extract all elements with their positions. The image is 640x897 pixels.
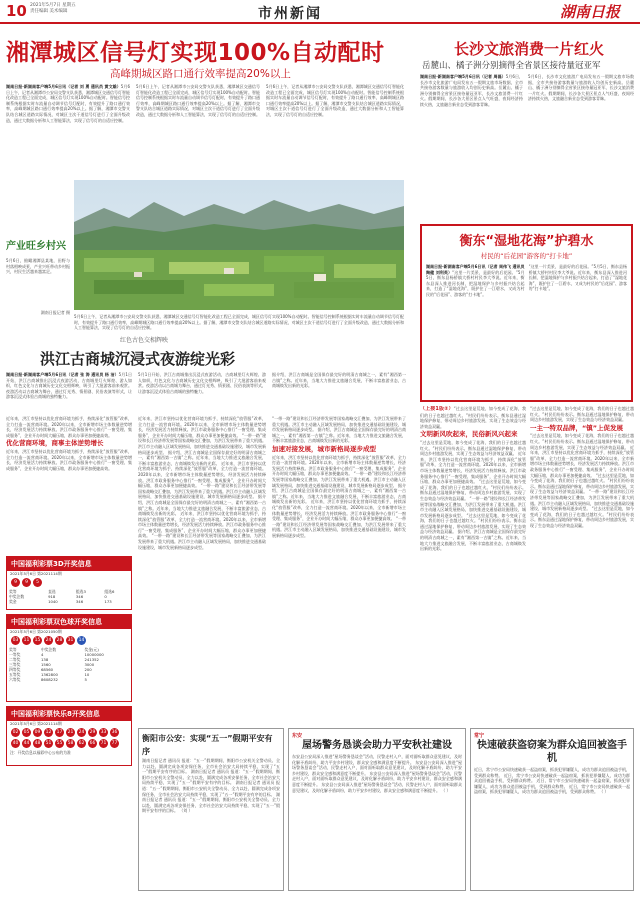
main-story-column-1: 湖南日报·新湖南客户端5月6日讯（记者 刘 勇 通讯员 黄文雄）5月6日上午，记者从湘潭市公安局交警支队获悉，湘潭城区交通信号灯智能化改造工程已全面完成，城区信号灯实现100%自动配时。智能信号控制系统根据实时车流量自动调节信号灯配时，有效提升了路口通行效率，高峰期城区路口通行效率提高20%以上。据了解，湘潭市交警支队结合城区道路实际情况，对城区主次干道信号灯进行了全面升级改造，通过大数据分析和人工智能算法，实现了信号灯的自适应控制。: [6, 84, 130, 123]
middle-column-2: “一带一路”建设和长江经济带发展等国家战略交汇叠加，为洪江发展带来了重大机遇。洪江市主动融入区域发展格局，加快推进交通基础设施建设，城市发展新格局逐步成型。 据介绍，洪江古商城是全国保存最完好的明清古商城之一，素有“湘西第一古镇”之称。近年来，当地大力推进文旅融合发展，不断丰富旅游业态，古商城焕发出新的光彩。 加速对接发展，城市新格局逐步成型 近年来，洪江市坚持以优化营商环境为抓手，持续深化“放管服”改革，全力打造一流营商环境。2020年以来，全市新增市场主体数量逆势增长，经济发展活力持续释放。洪江市政务服务中心推行“一窗受理、集成服务”，企业开办时间大幅压缩，群众办事更加便捷高效。 “一带一路”建设和长江经济带发展等国家战略交汇叠加，为洪江发展带来了重大机遇。洪江市主动融入区域发展格局，加快推进交通基础设施建设，城市发展新格局逐步成型。 据介绍，洪江古商城是全国保存最完好的明清古商城之一，素有“湘西第一古镇”之称。近年来，当地大力推进文旅融合发展，不断丰富旅游业态，古商城焕发出新的光彩。 近年来，洪江市坚持以优化营商环境为抓手，持续深化“放管服”改革，全力打造一流营商环境。2020年以来，全市新增市场主体数量逆势增长，经济发展活力持续释放。洪江市政务服务中心推行“一窗受理、集成服务”，企业开办时间大幅压缩，群众办事更加便捷高效。 “一带一路”建设和长江经济带发展等国家战略交汇叠加，为洪江发展带来了重大机遇。洪江市主动融入区域发展格局，加快推进交通基础设施建设，城市发展新格局逐步成型。: [272, 416, 406, 538]
lottery-ball: 66: [89, 741, 96, 746]
lottery-kl8-numbers: [7, 726, 131, 750]
changsha-headline: 长沙文旅消费一片红火: [454, 40, 605, 58]
lottery-ball: 71: [100, 741, 107, 746]
hengshui-column-2: “这里一片美景，是最好的后花园。”5月5日，衡东县杨桥镇大桥村村民李大爷说。近年来，衡东县深入推进河长制，把湿地保护与乡村振兴结合起来，打造了“湿地花海”，既护住了一江碧水，又成为村民的“后花园”、游客的“打卡地”。: [528, 264, 627, 292]
lottery-ball: 21: [67, 730, 74, 735]
lottery-ball-blue: 14: [78, 638, 85, 643]
lottery-ball: 5: [33, 578, 42, 587]
lottery-ball: 12: [45, 730, 52, 735]
table-cell: 一等奖: [9, 652, 21, 657]
issue-date: 2021年5月7日 星期五 责任编辑 美术编辑: [30, 3, 76, 14]
table-cell: 346: [75, 594, 84, 599]
changsha-column-1: 湖南日报·新湖南客户端5月6日讯（记者 周磊）5月6日，长沙市文化旅游广电局发布五一假期文旅市场数据，全市共接待游客数量与旅游收入均创历史新高。岳麓山、橘子洲分别摘得全省景区接待量冠亚军，长沙文旅消费一片红火。假期期间，长沙各大景区景点人气旺盛，夜间经济持续火热，文旅融合新业态受到游客青睐。: [420, 74, 523, 107]
table-cell: 1560: [40, 662, 51, 667]
lottery-3d-numbers: [7, 576, 131, 589]
main-subheadline: 高峰期城区路口通行效率提高20%以上: [110, 68, 291, 80]
lottery-kl8-box: 中国福利彩票快乐8开奖信息 2021年5月6日 第2021114期 02 05 09 12 17 21 24 29 33 36 40 44 48 51 55 58 62 66 71 77 注：开奖信息以福彩中心公布的为准: [6, 706, 132, 766]
night-tour-lead: 湖南日报·新湖南客户端5月6日讯（记者 张 涛 通讯员 杨 洁）5月1日开始，洪江古商城推出沉浸式夜游活动，古商城里灯火辉煌、游人如织，红色文化与古商城历史文化交相辉映，吸引了大批游客前来观赏。夜游活动以古商城为舞台，通过灯光秀、情景剧、民俗表演等形式，让游客沉浸式体验古商城的独特魅力。: [6, 372, 132, 400]
lottery-ball: 44: [23, 741, 30, 746]
page-number: 10: [6, 2, 27, 20]
lottery-ball: 51: [45, 741, 52, 746]
table-row: [7, 677, 131, 682]
hengshui-headline: 衡东“湿地花海”护碧水: [459, 234, 594, 249]
table-row: [7, 599, 131, 604]
bottom-story-changning: 常宁 快速破获盗窃案为群众追回被盗手机 近日，常宁市公安局快速破获一起盗窃案，抓获犯罪嫌疑人，成功为群众追回被盗手机，受到群众称赞。 近日，常宁市公安局快速破获一起盗窃案，抓获犯罪嫌疑人，成功为群众追回被盗手机，受到群众称赞。 近日，常宁市公安局快速破获一起盗窃案，抓获犯罪嫌疑人，成功为群众追回被盗手机，受到群众称赞。 近日，常宁市公安局快速破获一起盗窃案，抓获犯罪嫌疑人，成功为群众追回被盗手机，受到群众称赞。 （ ）: [470, 728, 634, 891]
table-cell: 3000: [84, 662, 95, 667]
table-cell: 奖金: [9, 599, 17, 604]
main-story-column-2: 5月6日上午，记者从湘潭市公安局交警支队获悉，湘潭城区交通信号灯智能化改造工程已全面完成，城区信号灯实现100%自动配时。智能信号控制系统根据实时车流量自动调节信号灯配时，有效提升了路口通行效率，高峰期城区路口通行效率提高20%以上。据了解，湘潭市交警支队结合城区道路实际情况，对城区主次干道信号灯进行了全面升级改造，通过大数据分析和人工智能算法，实现了信号灯的自适应控制。: [136, 84, 260, 117]
table-cell: 5: [84, 677, 87, 682]
table-cell: 918: [48, 594, 56, 599]
lottery-ball: 55: [56, 741, 63, 746]
hengshui-subheadline: 村民的“后花园”游客的“打卡地”: [480, 252, 573, 260]
lottery-3d-box: 中国福利彩票3D开奖信息 2021年5月6日 第2021114期 9 9 5 奖等 直选 组选3 组选6 中奖注数 918 346 0 奖金 1040 346 173: [6, 556, 132, 610]
night-tour-headline: 洪江古商城沉浸式夜游绽光彩: [40, 350, 236, 368]
hengshui-column-1: 湖南日报·新湖南客户端5月6日讯（记者 周伟飞 通讯员 陶健 刘利英）“这里一片美景，是最好的后花园。”5月5日，衡东县杨桥镇大桥村村民李大爷说。近年来，衡东县深入推进河长制，把湿地保护与乡村振兴结合起来，打造了“湿地花海”，既护住了一江碧水，又成为村民的“后花园”、游客的“打卡地”。: [426, 264, 525, 297]
lottery-ball: 03: [12, 638, 19, 643]
hengshui-featured-story: [420, 224, 633, 402]
lottery-ball: 17: [56, 730, 63, 735]
table-cell: 中奖注数: [40, 647, 57, 652]
table-cell: 中奖注数: [9, 594, 25, 599]
lottery-ball: 15: [34, 638, 41, 643]
lottery-ball: 62: [78, 741, 85, 746]
table-cell: 4: [40, 652, 44, 657]
night-tour-column-2: 5月1日开始，洪江古商城推出沉浸式夜游活动，古商城里灯火辉煌、游人如织，红色文化与古商城历史文化交相辉映，吸引了大批游客前来观赏。夜游活动以古商城为舞台，通过灯光秀、情景剧、民俗表演等形式，让游客沉浸式体验古商城的独特魅力。: [138, 372, 266, 394]
table-cell: 346: [75, 599, 84, 604]
table-cell: 三等奖: [9, 662, 21, 667]
lottery-ball: 9: [11, 578, 20, 587]
table-cell: 组选6: [104, 589, 115, 594]
lottery-ssq-prize-table: [7, 647, 131, 682]
section-title: 市州新闻: [258, 6, 322, 22]
left-column-text: 近年来，洪江市坚持以优化营商环境为抓手，持续深化“放管服”改革，全力打造一流营商环境。2020年以来，全市新增市场主体数量逆势增长，经济发展活力持续释放。洪江市政务服务中心推行“一窗受理、集成服务”，企业开办时间大幅压缩，群众办事更加便捷高效。 优化营商环境，商事主体逆势增长 近年来，洪江市坚持以优化营商环境为抓手，持续深化“放管服”改革，全力打造一流营商环境。2020年以来，全市新增市场主体数量逆势增长，经济发展活力持续释放。洪江市政务服务中心推行“一窗受理、集成服务”，企业开办时间大幅压缩，群众办事更加便捷高效。: [6, 416, 132, 471]
night-tour-column-3: 据介绍，洪江古商城是全国保存最完好的明清古商城之一，素有“湘西第一古镇”之称。近年来，当地大力推进文旅融合发展，不断丰富旅游业态，古商城焕发出新的光彩。: [272, 372, 406, 389]
changsha-column-2: 5月6日，长沙市文化旅游广电局发布五一假期文旅市场数据，全市共接待游客数量与旅游收入均创历史新高。岳麓山、橘子洲分别摘得全省景区接待量冠亚军，长沙文旅消费一片红火。假期期间，长沙各大景区景点人气旺盛，夜间经济持续火热，文旅融合新业态受到游客青睐。: [528, 74, 634, 102]
table-cell: 六等奖: [9, 677, 21, 682]
lottery-ball: 05: [23, 730, 30, 735]
lottery-ball: 11: [23, 638, 30, 643]
lottery-ball: 36: [111, 730, 118, 735]
table-cell: 1040: [48, 599, 58, 604]
lottery-ball: 77: [111, 741, 118, 746]
bottom-story-dongan: 东安 屋场警务恳谈会助力平安秋社建设 东安县公安局深入推进“屋场警务恳谈会”活动，民警走村入户，面对面听取群众意见建议，及时化解矛盾纠纷，助力平安乡村建设，群众安全感和满意度不断提升。 东安县公安局深入推进“屋场警务恳谈会”活动，民警走村入户，面对面听取群众意见建议，及时化解矛盾纠纷，助力平安乡村建设，群众安全感和满意度不断提升。 东安县公安局深入推进“屋场警务恳谈会”活动，民警走村入户，面对面听取群众意见建议，及时化解矛盾纠纷，助力平安乡村建设，群众安全感和满意度不断提升。 东安县公安局深入推进“屋场警务恳谈会”活动，民警走村入户，面对面听取群众意见建议，及时化解矛盾纠纷，助力平安乡村建设，群众安全感和满意度不断提升。 （ ）: [288, 728, 466, 891]
landscape-photo: [74, 180, 404, 310]
table-cell: 241352: [84, 657, 99, 662]
photo-bottom-text: 5月6日上午，记者从湘潭市公安局交警支队获悉，湘潭城区交通信号灯智能化改造工程已全面完成，城区信号灯实现100%自动配时。智能信号控制系统根据实时车流量自动调节信号灯配时，有效提升了路口通行效率，高峰期城区路口通行效率提高20%以上。据了解，湘潭市交警支队结合城区道路实际情况，对城区主次干道信号灯进行了全面升级改造，通过大数据分析和人工智能算法，实现了信号灯的自适应控制。: [74, 314, 404, 331]
table-cell: 8608232: [40, 677, 58, 682]
main-story-column-3: 5月6日上午，记者从湘潭市公安局交警支队获悉，湘潭城区交通信号灯智能化改造工程已全面完成，城区信号灯实现100%自动配时。智能信号控制系统根据实时车流量自动调节信号灯配时，有效提升了路口通行效率，高峰期城区路口通行效率提高20%以上。据了解，湘潭市交警支队结合城区道路实际情况，对城区主次干道信号灯进行了全面升级改造，通过大数据分析和人工智能算法，实现了信号灯的自适应控制。: [266, 84, 404, 117]
table-cell: 奖等: [9, 647, 17, 652]
main-headline: 湘潭城区信号灯实现100%自动配时: [6, 40, 385, 66]
right-column-1: （上接1版②）“过去这里是荒地，如今变成了花海，我们的日子也越过越红火。”村民们纷纷表示。衡东县通过湿地保护修复，带动周边乡村旅游发展，实现了生态效益与经济效益双赢。 文明新风吹起来，民俗新风兴起来 “过去这里是荒地，如今变成了花海，我们的日子也越过越红火。”村民们纷纷表示。衡东县通过湿地保护修复，带动周边乡村旅游发展，实现了生态效益与经济效益双赢。 近年来，洪江市坚持以优化营商环境为抓手，持续深化“放管服”改革，全力打造一流营商环境。2020年以来，全市新增市场主体数量逆势增长，经济发展活力持续释放。洪江市政务服务中心推行“一窗受理、集成服务”，企业开办时间大幅压缩，群众办事更加便捷高效。 “过去这里是荒地，如今变成了花海，我们的日子也越过越红火。”村民们纷纷表示。衡东县通过湿地保护修复，带动周边乡村旅游发展，实现了生态效益与经济效益双赢。 “一带一路”建设和长江经济带发展等国家战略交汇叠加，为洪江发展带来了重大机遇。洪江市主动融入区域发展格局，加快推进交通基础设施建设，城市发展新格局逐步成型。 “过去这里是荒地，如今变成了花海，我们的日子也越过越红火。”村民们纷纷表示。衡东县通过湿地保护修复，带动周边乡村旅游发展，实现了生态效益与经济效益双赢。 据介绍，洪江古商城是全国保存最完好的明清古商城之一，素有“湘西第一古镇”之称。近年来，当地大力推进文旅融合发展，不断丰富旅游业态，古商城焕发出新的光彩。: [420, 406, 526, 552]
table-cell: 四等奖: [9, 667, 21, 672]
lottery-ball: 40: [12, 741, 19, 746]
table-cell: 二等奖: [9, 657, 21, 662]
lottery-ball: 24: [78, 730, 85, 735]
table-cell: 奖金(元): [84, 647, 99, 652]
lottery-ball: 31: [67, 638, 74, 643]
lottery-ssq-box: 中国福利彩票双色球开奖信息 2021年5月6日 第2021050期 03 11 15 24 28 31 14 奖等 中奖注数 奖金(元) 一等奖 4 10000000 二等奖 138 241352 三等奖 1560 3000 四等奖 68560 200 五等奖 1362800 10 六等奖 8608232 5: [6, 614, 132, 702]
table-cell: 10000000: [84, 652, 104, 657]
lottery-ball: 02: [12, 730, 19, 735]
table-cell: 0: [104, 594, 107, 599]
lottery-ball: 28: [56, 638, 63, 643]
changsha-subheadline: 岳麓山、橘子洲分别摘得全省景区接待量冠亚军: [422, 61, 601, 71]
middle-column-1: 近年来，洪江市坚持以优化营商环境为抓手，持续深化“放管服”改革，全力打造一流营商环境。2020年以来，全市新增市场主体数量逆势增长，经济发展活力持续释放。洪江市政务服务中心推行“一窗受理、集成服务”，企业开办时间大幅压缩，群众办事更加便捷高效。 “一带一路”建设和长江经济带发展等国家战略交汇叠加，为洪江发展带来了重大机遇。洪江市主动融入区域发展格局，加快推进交通基础设施建设，城市发展新格局逐步成型。 据介绍，洪江古商城是全国保存最完好的明清古商城之一，素有“湘西第一古镇”之称。近年来，当地大力推进文旅融合发展，不断丰富旅游业态，古商城焕发出新的光彩。 近年来，洪江市坚持以优化营商环境为抓手，持续深化“放管服”改革，全力打造一流营商环境。2020年以来，全市新增市场主体数量逆势增长，经济发展活力持续释放。洪江市政务服务中心推行“一窗受理、集成服务”，企业开办时间大幅压缩，群众办事更加便捷高效。 “一带一路”建设和长江经济带发展等国家战略交汇叠加，为洪江发展带来了重大机遇。洪江市主动融入区域发展格局，加快推进交通基础设施建设，城市发展新格局逐步成型。 据介绍，洪江古商城是全国保存最完好的明清古商城之一，素有“湘西第一古镇”之称。近年来，当地大力推进文旅融合发展，不断丰富旅游业态，古商城焕发出新的光彩。 近年来，洪江市坚持以优化营商环境为抓手，持续深化“放管服”改革，全力打造一流营商环境。2020年以来，全市新增市场主体数量逆势增长，经济发展活力持续释放。洪江市政务服务中心推行“一窗受理、集成服务”，企业开办时间大幅压缩，群众办事更加便捷高效。 “一带一路”建设和长江经济带发展等国家战略交汇叠加，为洪江发展带来了重大机遇。洪江市主动融入区域发展格局，加快推进交通基础设施建设，城市发展新格局逐步成型。: [138, 416, 266, 550]
right-column-2: “过去这里是荒地，如今变成了花海，我们的日子也越过越红火。”村民们纷纷表示。衡东县通过湿地保护修复，带动周边乡村旅游发展，实现了生态效益与经济效益双赢。 一主一特双品牌，“镇”上促发展 “过去这里是荒地，如今变成了花海，我们的日子也越过越红火。”村民们纷纷表示。衡东县通过湿地保护修复，带动周边乡村旅游发展，实现了生态效益与经济效益双赢。 近年来，洪江市坚持以优化营商环境为抓手，持续深化“放管服”改革，全力打造一流营商环境。2020年以来，全市新增市场主体数量逆势增长，经济发展活力持续释放。洪江市政务服务中心推行“一窗受理、集成服务”，企业开办时间大幅压缩，群众办事更加便捷高效。 “过去这里是荒地，如今变成了花海，我们的日子也越过越红火。”村民们纷纷表示。衡东县通过湿地保护修复，带动周边乡村旅游发展，实现了生态效益与经济效益双赢。 “一带一路”建设和长江经济带发展等国家战略交汇叠加，为洪江发展带来了重大机遇。洪江市主动融入区域发展格局，加快推进交通基础设施建设，城市发展新格局逐步成型。 “过去这里是荒地，如今变成了花海，我们的日子也越过越红火。”村民们纷纷表示。衡东县通过湿地保护修复，带动周边乡村旅游发展，实现了生态效益与经济效益双赢。: [530, 406, 634, 528]
lottery-ball: 24: [45, 638, 52, 643]
night-tour-tag: 红色古色交相辉映: [120, 337, 169, 344]
masthead: [0, 0, 640, 24]
lottery-ball: 33: [100, 730, 107, 735]
table-cell: 173: [104, 599, 112, 604]
bottom-story-hengyang: 衡阳市公安：实现“五一”假期平安有序 湖南日报记者 通讯员 报道：“五一”假期期间，衡阳市公安机关全警动员、全力以赴，圆满完成各项安保任务，全市社会治安大局持续平稳，实现了“五一”假期平安有序的目标。 湖南日报记者 通讯员 报道：“五一”假期期间，衡阳市公安机关全警动员、全力以赴，圆满完成各项安保任务，全市社会治安大局持续平稳，实现了“五一”假期平安有序的目标。 湖南日报记者 通讯员 报道：“五一”假期期间，衡阳市公安机关全警动员、全力以赴，圆满完成各项安保任务，全市社会治安大局持续平稳，实现了“五一”假期平安有序的目标。 湖南日报记者 通讯员 报道：“五一”假期期间，衡阳市公安机关全警动员、全力以赴，圆满完成各项安保任务，全市社会治安大局持续平稳，实现了“五一”假期平安有序的目标。 （刘 ）: [138, 728, 284, 891]
lottery-3d-prize-table: [7, 589, 131, 604]
lottery-ssq-numbers: [7, 634, 131, 647]
table-cell: 138: [40, 657, 49, 662]
table-cell: 奖等: [9, 589, 17, 594]
photo-caption: 产业旺乡村兴 5月6日，俯瞰湘潭县某地，田野与村落相映成景，产业兴旺带动乡村振兴，村民生活越来越富足。 湖南日报记者 摄: [6, 241, 70, 315]
newspaper-logo: 湖南日报: [560, 3, 621, 21]
table-cell: 68560: [40, 667, 54, 672]
table-cell: 组选3: [75, 589, 86, 594]
table-cell: 1362800: [40, 672, 58, 677]
lottery-ball: 9: [22, 578, 31, 587]
lottery-ball: 29: [89, 730, 96, 735]
table-cell: 10: [84, 672, 90, 677]
lottery-ball: 48: [34, 741, 41, 746]
table-cell: 200: [84, 667, 92, 672]
lottery-ball: 58: [67, 741, 74, 746]
table-cell: 直选: [48, 589, 56, 594]
table-cell: 五等奖: [9, 672, 21, 677]
lottery-ball: 09: [34, 730, 41, 735]
